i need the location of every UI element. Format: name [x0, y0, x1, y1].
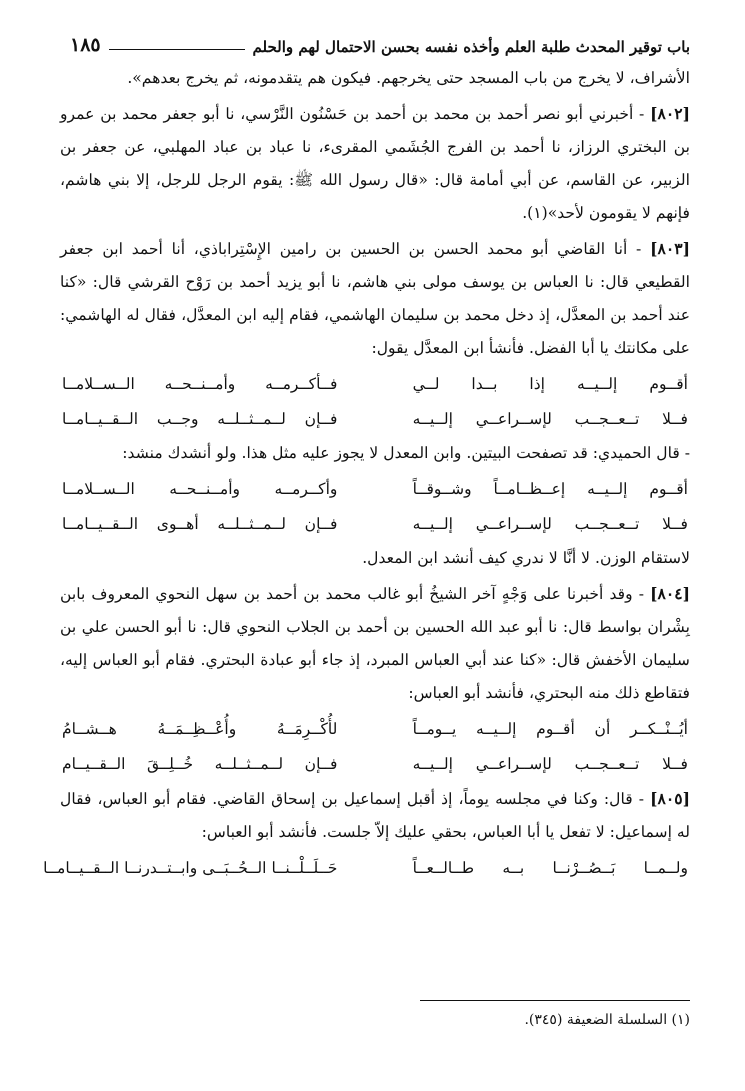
footnote: (١) السلسلة الضعيفة (٣٤٥). [524, 1012, 690, 1028]
verse-first-hemistich: فــلا تــعــجــب لإســراعــي إلــيــه [412, 515, 688, 533]
hadith-number: [٨٠٥] [650, 789, 690, 808]
verse-line [43, 851, 690, 886]
hadith-804 [60, 577, 690, 710]
page-body [43, 62, 690, 886]
hadith-number: [٨٠٤] [650, 584, 690, 603]
paragraph: لاستقام الوزن. لا أنَّا لا ندري كيف أنشد ابن المعدل. [362, 549, 690, 567]
verse-second-hemistich: فــإن لــمــثــلــه أهــوى الــقــيــامــا [62, 515, 338, 533]
verse-second-hemistich: لأُكْــرِمَــهُ وأُعْــظِــمَــهُ هــشــامُ [62, 720, 338, 738]
verse-second-hemistich: وأكــرمــه وأمــنــحــه الــســلامــا [62, 480, 338, 498]
verse-line [60, 712, 690, 747]
verse-second-hemistich: فــإن لــمــثــلــه وجــب الــقــيــامــا [62, 410, 338, 428]
verse-first-hemistich: أقــوم إلــيــه إذا بــدا لــي [412, 375, 688, 393]
hadith-number: [٨٠٣] [650, 239, 690, 258]
verse-first-hemistich: فــلا تــعــجــب لإســراعــي إلــيــه [412, 755, 688, 773]
hadith-803 [60, 232, 690, 365]
verse-line [60, 747, 690, 782]
hadith-802 [60, 97, 690, 230]
hadith-text: - أخبرني أبو نصر أحمد بن محمد بن أحمد بن حَسْنُون النَّرْسي، نا أبو جعفر محمد بن عمرو بن البختري الرزاز، نا أحمد بن الفرج الجُشَمي المقرىء، نا عباد بن عباد المهلبي، عن جعفر بن الزبير، عن القاسم، عن أبي أمامة قال: «قال رسول الله ﷺ: يقوم الرجل للرجل، إلا بني هاشم، فإنهم لا يقومون لأحد»(١). [60, 105, 690, 222]
hadith-text: - قال: وكنا في مجلسه يوماً، إذ أقبل إسماعيل بن إسحاق القاضي. فقام أبو العباس، فقال له إسماعيل: لا تفعل يا أبا العباس، بحقي عليك إلاّ جلست. فأنشد أبو العباس: [60, 790, 690, 841]
hadith-text: - وقد أخبرنا على وَجْهٍ آخر الشيخُ أبو غالب محمد بن أحمد بن سهل النحوي المعروف بابن بِشْران بواسط قال: نا أبو عبد الله الحسين بن أحمد بن الجلاب النحوي قال: نا أبو الحسن علي بن سليمان الأخفش قال: «كنا عند أبي العباس المبرد، إذ جاء أبو عبادة البحتري. فقام أبو العباس إليه، فتقاطع ذلك منه البحتري، فأنشد أبو العباس: [60, 585, 690, 702]
paragraph: الأشراف، لا يخرج من باب المسجد حتى يخرجهم. فيكون هم يتقدمونه، ثم يخرج بعدهم». [127, 69, 690, 87]
header-title: باب توقير المحدث طلبة العلم وأخذه نفسه بحسن الاحتمال لهم والحلم [252, 38, 690, 56]
running-header [70, 30, 690, 56]
verse-line [60, 402, 690, 437]
hadith-text: - أنا القاضي أبو محمد الحسن بن الحسين بن رامين الإِسْتِراباذي، أنا أحمد ابن جعفر القطيعي قال: نا العباس بن يوسف مولى بني هاشم، نا أبو يزيد أحمد بن رَوْح القرشي قال: «كنا عند أحمد بن المعدَّل، إذ دخل محمد بن سليمان الهاشمي، فقام إليه ابن المعدَّل، فقال له الهاشمي: على مكانتك يا أبا الفضل. فأنشأ ابن المعدَّل يقول: [60, 240, 690, 357]
hadith-805 [60, 782, 690, 849]
page-number: ١٨٥ [70, 34, 101, 56]
header-rule [109, 49, 245, 50]
verse-second-hemistich: حَــلَــلْــنــا الــحُــبَــى وابــتــدرنــا الــقــيــامــا [43, 859, 338, 877]
verse-second-hemistich: فــإن لــمــثــلــه خُــلِــقَ الــقــيــام [62, 755, 338, 773]
verse-line [60, 507, 690, 542]
verse-first-hemistich: فــلا تــعــجــب لإســراعــي إلــيــه [412, 410, 688, 428]
footnote-rule [420, 1000, 690, 1001]
verse-line [60, 472, 690, 507]
paragraph: - قال الحميدي: قد تصفحت البيتين. وابن المعدل لا يجوز عليه مثل هذا. ولو أنشدك منشد: [122, 444, 690, 462]
verse-line [60, 367, 690, 402]
verse-first-hemistich: ولــمــا بَــصُــرْنــا بــه طــالــعــاً [412, 859, 688, 877]
verse-first-hemistich: أيُــنْــكــر أن أقــوم إلــيــه يــومــاً [412, 720, 688, 738]
hadith-number: [٨٠٢] [650, 104, 690, 123]
verse-first-hemistich: أقــوم إلــيــه إعــظــامــاً وشــوقــاً [412, 480, 688, 498]
verse-second-hemistich: فــأكــرمــه وأمــنــحــه الــســلامــا [62, 375, 338, 393]
